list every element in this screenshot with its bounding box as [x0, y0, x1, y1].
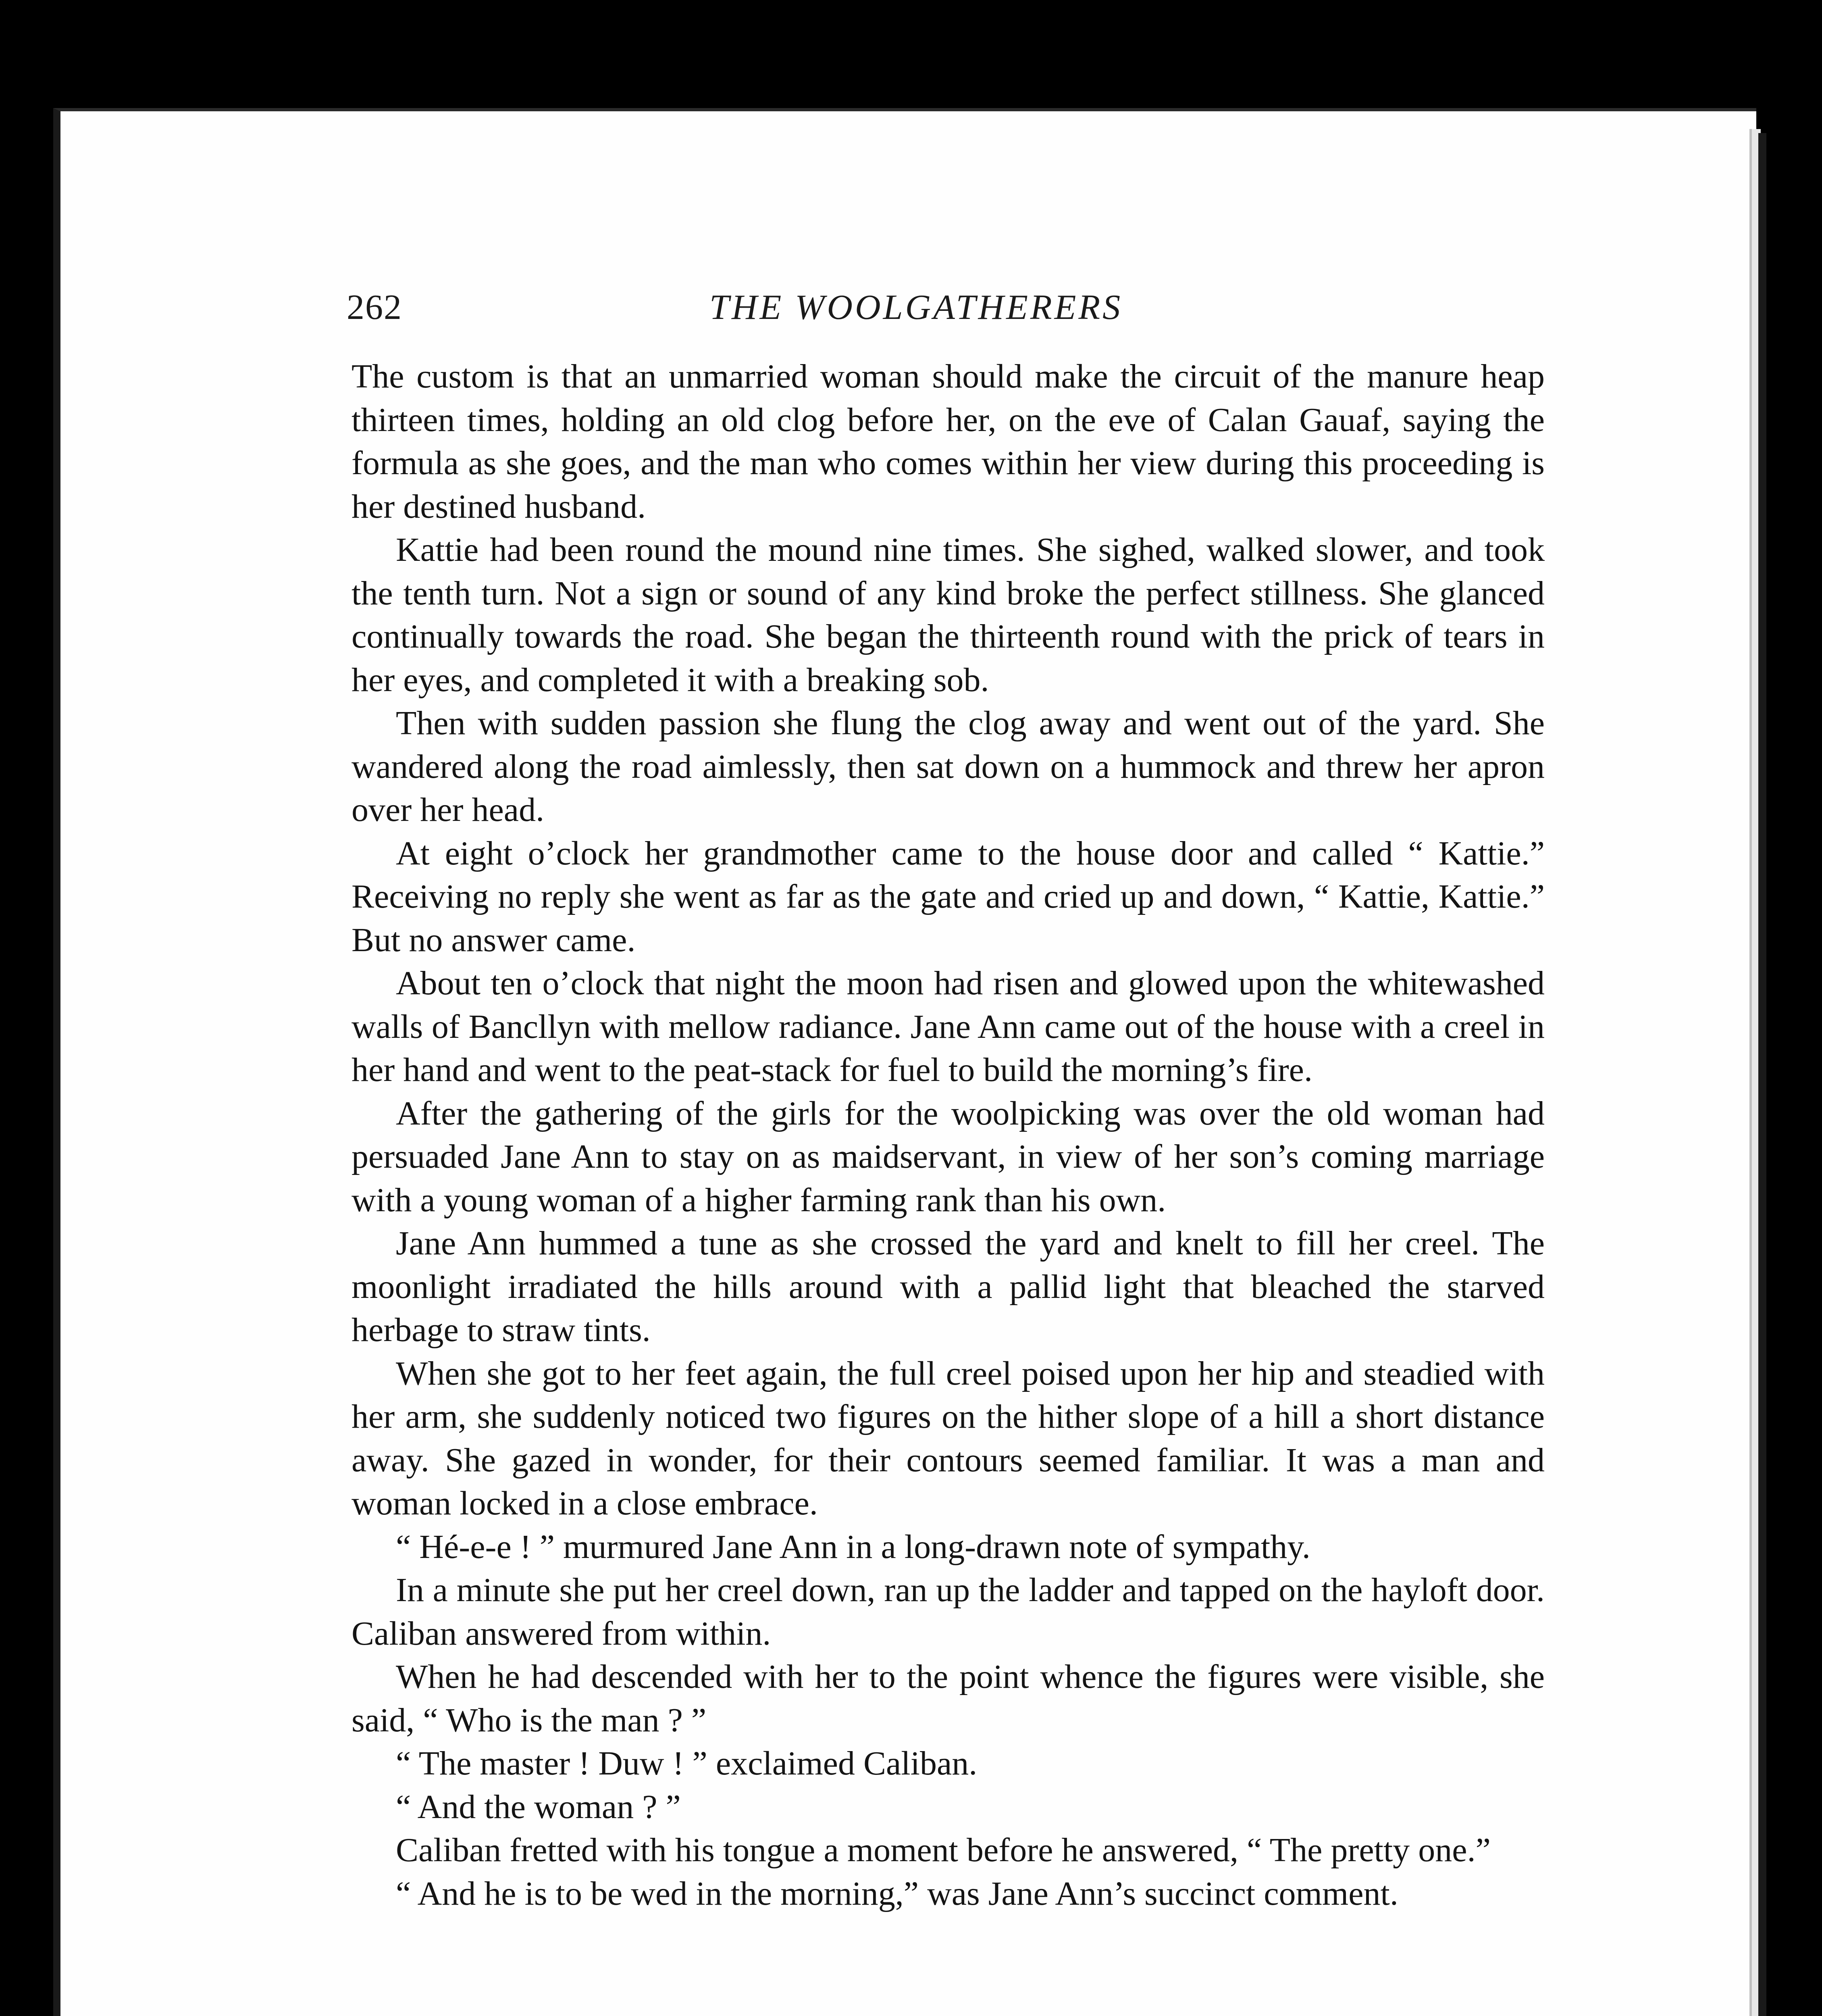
paragraph: When he had descended with her to the point whence the figures were visible, she said, “ Who is the man ? ” — [352, 1658, 1545, 1739]
page-header — [347, 287, 1556, 331]
paragraph: At eight o’clock her grandmother came to the house door and called “ Kattie.” Receiving no reply she went as far as the gate and cried up and down, “ Kattie, Kattie.” But no answer came. — [352, 834, 1545, 959]
paragraph: The custom is that an unmarried woman should make the circuit of the manure heap thirteen times, holding an old clog before her, on the eve of Calan Gauaf, saying the formula as she goes, and the man who comes within her view during this proceeding is her destined husband. — [352, 358, 1545, 525]
binding-edge — [1758, 133, 1766, 2016]
body-text — [352, 355, 1545, 1915]
paragraph: “ And he is to be wed in the morning,” was Jane Ann’s succinct comment. — [396, 1874, 1398, 1912]
paragraph: Caliban fretted with his tongue a moment before he answered, “ The pretty one.” — [396, 1831, 1491, 1869]
paragraph: After the gathering of the girls for the woolpicking was over the old woman had persuaded Jane Ann to stay on as maidservant, in view of her son’s coming marriage with a young woman of a higher farming rank than his own. — [352, 1094, 1545, 1219]
running-title: THE WOOLGATHERERS — [709, 288, 1123, 327]
paragraph: Kattie had been round the mound nine times. She sighed, walked slower, and took the tenth turn. Not a sign or sound of any kind broke the perfect stillness. She glanced continually towards the road. She began the thirteenth round with the prick of tears in her eyes, and completed it with a breaking sob. — [352, 531, 1545, 699]
paragraph: “ The master ! Duw ! ” exclaimed Caliban. — [396, 1745, 978, 1782]
paragraph: In a minute she put her creel down, ran up the ladder and tapped on the hayloft door. Caliban answered from within. — [352, 1571, 1545, 1652]
page-number: 262 — [347, 288, 402, 327]
paragraph: Then with sudden passion she flung the clog away and went out of the yard. She wandered along the road aimlessly, then sat down on a hummock and threw her apron over her head. — [352, 704, 1545, 829]
paragraph: Jane Ann hummed a tune as she crossed the yard and knelt to fill her creel. The moonlight irradiated the hills around with a pallid light that bleached the starved herbage to straw tints. — [352, 1225, 1545, 1349]
paragraph: “ And the woman ? ” — [396, 1788, 681, 1826]
paragraph: When she got to her feet again, the full creel poised upon her hip and steadied with her arm, she suddenly noticed two figures on the hither slope of a hill a short distance away. She gazed in wonder, for their contours seemed familiar. It was a man and woman locked in a close embrace. — [352, 1354, 1545, 1522]
paragraph: “ Hé-e-e ! ” murmured Jane Ann in a long-drawn note of sympathy. — [396, 1528, 1310, 1566]
paragraph: About ten o’clock that night the moon had risen and glowed upon the whitewashed walls of Bancllyn with mellow radiance. Jane Ann came out of the house with a creel in her hand and went to the peat-stack for fuel to build the morning’s fire. — [352, 964, 1545, 1089]
